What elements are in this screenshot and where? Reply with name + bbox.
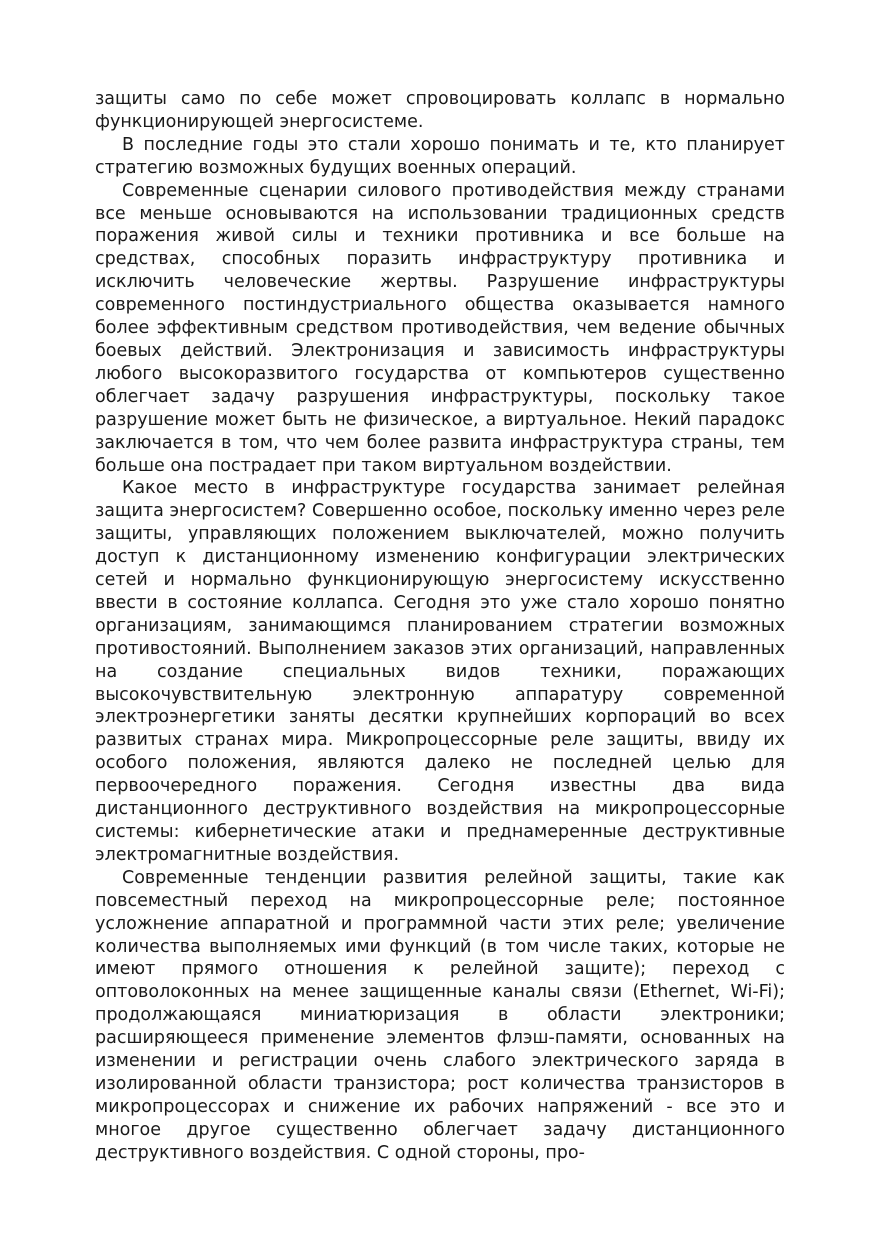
paragraph-5: Современные тенденции развития релейной защиты, такие как повсеместный переход на микропроцессорные реле; постоянное усложнение аппаратной и программной части этих реле; увеличение количества выполняемых ими функций (в том числе таких, которые не имеют прямого отношения к релейной защите); переход с оптоволоконных на менее защищенные каналы связи (Ethernet, Wi-Fi); продолжающаяся миниатюризация в области электроники; расширяющееся применение элементов флэш-памяти, основанных на изменении и регистрации очень слабого электрического заряда в изолированной области транзистора; рост количества транзисторов в микропроцессорах и снижение их рабочих напряжений - все это и многое другое существенно облегчает задачу дистанционного деструктивного воздействия. С одной стороны, про- <box>95 867 785 1163</box>
paragraph-4: Какое место в инфраструктуре государства занимает релейная защита энергосистем? Совершенно особое, поскольку именно через реле защиты, управляющих положением выключателей, можно получить доступ к дистанционному изменению конфигурации электрических сетей и нормально функционирующую энергосистему искусственно ввести в состояние коллапса. Сегодня это уже стало хорошо понятно организациям, занимающимся планированием стратегии возможных противостояний. Выполнением заказов этих организаций, направленных на создание специальных видов техники, поражающих высокочувствительную электронную аппаратуру современной электроэнергетики заняты десятки крупнейших корпораций во всех развитых странах мира. Микропроцессорные реле защиты, ввиду их особого положения, являются далеко не последней целью для первоочередного поражения. Сегодня известны два вида дистанционного деструктивного воздействия на микропроцессорные системы: кибернетические атаки и преднамеренные деструктивные электромагнитные воздействия. <box>95 478 785 865</box>
paragraph-3: Современные сценарии силового противодействия между странами все меньше основываются на использовании традиционных средств поражения живой силы и техники противника и все больше на средствах, способных поразить инфраструктуру противника и исключить человеческие жертвы. Разрушение инфраструктуры современного постиндустриального общества оказывается намного более эффективным средством противодействия, чем ведение обычных боевых действий. Электронизация и зависимость инфраструктуры любого высокоразвитого государства от компьютеров существенно облегчает задачу разрушения инфраструктуры, поскольку такое разрушение может быть не физическое, а виртуальное. Некий парадокс заключается в том, что чем более развита инфраструктура страны, тем больше она пострадает при таком виртуальном воздействии. <box>95 180 785 476</box>
paragraph-2: В последние годы это стали хорошо понимать и те, кто планирует стратегию возможных будущих военных операций. <box>95 134 785 178</box>
page-body <box>95 88 785 1165</box>
paragraph-1: защиты само по себе может спровоцировать коллапс в нормально функционирующей энергосистеме. <box>95 89 785 132</box>
